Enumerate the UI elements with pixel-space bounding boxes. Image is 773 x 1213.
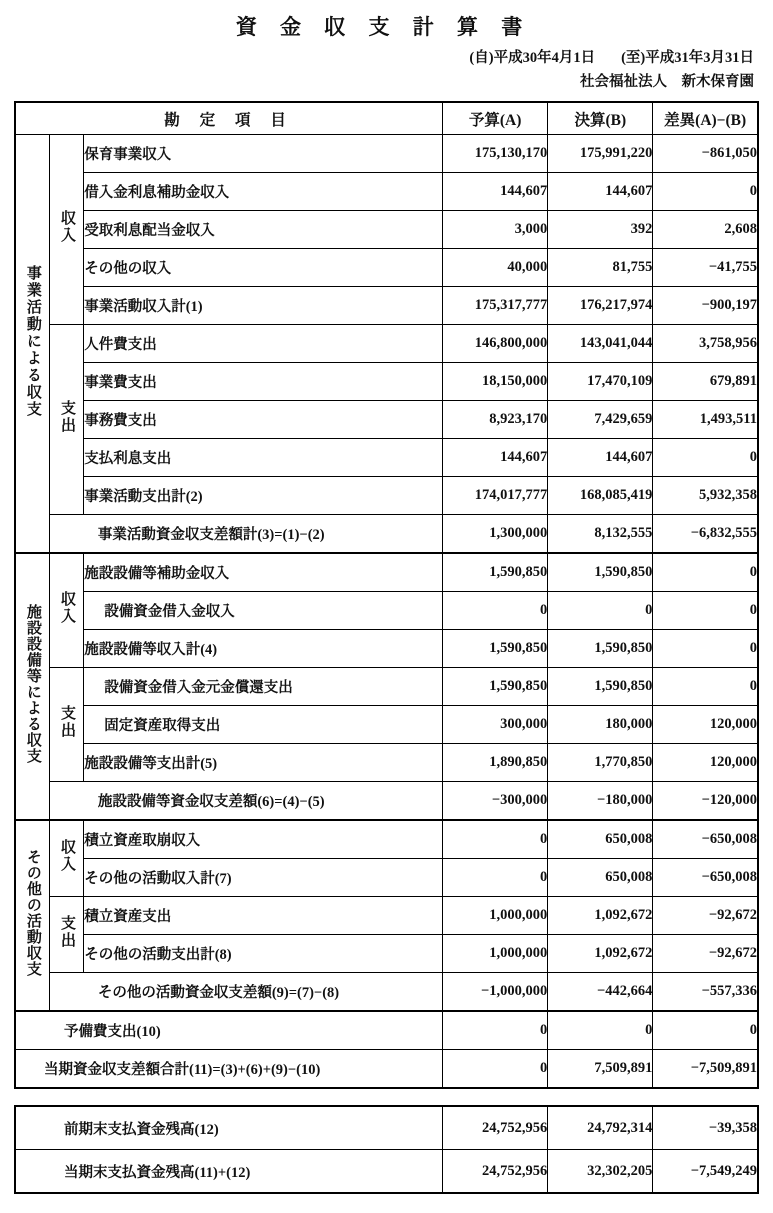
row-budget: 1,000,000 bbox=[443, 897, 548, 935]
grand-total-budget: 0 bbox=[443, 1050, 548, 1089]
subtotal-row bbox=[15, 782, 758, 821]
table-gap bbox=[0, 1089, 773, 1105]
balance-item: 当期末支払資金残高(11)+(12) bbox=[15, 1150, 443, 1194]
row-variance: 0 bbox=[653, 668, 758, 706]
group-label-1-income bbox=[49, 135, 83, 325]
row-budget: 1,590,850 bbox=[443, 630, 548, 668]
group-label-2-income-text: 収入 bbox=[59, 591, 76, 626]
section-label-1-text: 事業活動による収支 bbox=[24, 264, 41, 418]
row-variance: 5,932,358 bbox=[653, 477, 758, 515]
row-item: 積立資産支出 bbox=[84, 897, 443, 935]
group-label-2-expense bbox=[49, 668, 83, 782]
row-actual: 650,008 bbox=[548, 820, 653, 859]
balance-budget: 24,752,956 bbox=[443, 1106, 548, 1150]
group-label-2-income bbox=[49, 553, 83, 668]
table-row bbox=[15, 173, 758, 211]
subtotal-actual: −180,000 bbox=[548, 782, 653, 821]
row-variance: 120,000 bbox=[653, 706, 758, 744]
subtotal-actual: −442,664 bbox=[548, 973, 653, 1012]
row-budget: 0 bbox=[443, 592, 548, 630]
row-budget: 8,923,170 bbox=[443, 401, 548, 439]
group-label-1-expense-text: 支出 bbox=[59, 400, 76, 435]
row-actual: 392 bbox=[548, 211, 653, 249]
group-label-3-income-text: 収入 bbox=[59, 839, 76, 874]
table-row bbox=[15, 744, 758, 782]
row-variance: 120,000 bbox=[653, 744, 758, 782]
row-budget: 146,800,000 bbox=[443, 325, 548, 363]
subtotal-budget: −300,000 bbox=[443, 782, 548, 821]
row-item: 施設設備等収入計(4) bbox=[84, 630, 443, 668]
cash-flow-table bbox=[14, 101, 759, 1089]
organization-name: 社会福祉法人 新木保育園 bbox=[580, 73, 754, 90]
table-row bbox=[15, 287, 758, 325]
row-variance: −861,050 bbox=[653, 135, 758, 173]
row-item: 施設設備等補助金収入 bbox=[84, 553, 443, 592]
group-label-2-expense-text: 支出 bbox=[59, 705, 76, 740]
row-item: 事務費支出 bbox=[84, 401, 443, 439]
row-actual: 175,991,220 bbox=[548, 135, 653, 173]
row-budget: 300,000 bbox=[443, 706, 548, 744]
subtotal-budget: 1,300,000 bbox=[443, 515, 548, 554]
period-from: (自)平成30年4月1日 bbox=[469, 50, 596, 67]
row-budget: 0 bbox=[443, 859, 548, 897]
row-item: その他の活動収入計(7) bbox=[84, 859, 443, 897]
row-variance: −92,672 bbox=[653, 897, 758, 935]
table-row bbox=[15, 630, 758, 668]
row-actual: 1,590,850 bbox=[548, 668, 653, 706]
table-row bbox=[15, 935, 758, 973]
table-row bbox=[15, 820, 758, 859]
section-label-3 bbox=[15, 820, 49, 1011]
row-variance: −900,197 bbox=[653, 287, 758, 325]
section-label-2-text: 施設設備等による収支 bbox=[24, 604, 41, 765]
row-budget: 175,130,170 bbox=[443, 135, 548, 173]
grand-total-variance: −7,509,891 bbox=[653, 1050, 758, 1089]
table-row bbox=[15, 249, 758, 287]
row-item: 施設設備等支出計(5) bbox=[84, 744, 443, 782]
table-row bbox=[15, 592, 758, 630]
row-variance: 3,758,956 bbox=[653, 325, 758, 363]
table-row bbox=[15, 363, 758, 401]
section-label-1 bbox=[15, 135, 49, 554]
row-item: 事業活動収入計(1) bbox=[84, 287, 443, 325]
table-row bbox=[15, 325, 758, 363]
row-item: 保育事業収入 bbox=[84, 135, 443, 173]
subtotal-item: 施設設備等資金収支差額(6)=(4)−(5) bbox=[49, 782, 442, 821]
row-budget: 0 bbox=[443, 820, 548, 859]
fund-balance-table bbox=[14, 1105, 759, 1194]
row-item: 事業活動支出計(2) bbox=[84, 477, 443, 515]
row-actual: 1,092,672 bbox=[548, 935, 653, 973]
row-item: 設備資金借入金元金償還支出 bbox=[84, 668, 443, 706]
group-label-3-income bbox=[49, 820, 83, 897]
row-item: 借入金利息補助金収入 bbox=[84, 173, 443, 211]
row-budget: 1,590,850 bbox=[443, 668, 548, 706]
subtotal-item: 事業活動資金収支差額計(3)=(1)−(2) bbox=[49, 515, 442, 554]
subtotal-row bbox=[15, 973, 758, 1012]
period-line bbox=[0, 40, 773, 69]
row-actual: 176,217,974 bbox=[548, 287, 653, 325]
row-budget: 1,590,850 bbox=[443, 553, 548, 592]
row-budget: 1,890,850 bbox=[443, 744, 548, 782]
row-item: その他の活動支出計(8) bbox=[84, 935, 443, 973]
row-budget: 144,607 bbox=[443, 439, 548, 477]
subtotal-variance: −6,832,555 bbox=[653, 515, 758, 554]
table-row bbox=[15, 439, 758, 477]
table-row bbox=[15, 859, 758, 897]
header-item: 勘 定 項 目 bbox=[15, 102, 443, 135]
table-row bbox=[15, 897, 758, 935]
subtotal-variance: −557,336 bbox=[653, 973, 758, 1012]
row-item: 事業費支出 bbox=[84, 363, 443, 401]
table-row bbox=[15, 401, 758, 439]
subtotal-budget: −1,000,000 bbox=[443, 973, 548, 1012]
group-label-1-expense bbox=[49, 325, 83, 515]
row-variance: 0 bbox=[653, 439, 758, 477]
subtotal-variance: −120,000 bbox=[653, 782, 758, 821]
row-variance: 0 bbox=[653, 173, 758, 211]
section-label-3-text: その他の活動収支 bbox=[24, 849, 41, 978]
row-item: 人件費支出 bbox=[84, 325, 443, 363]
row-actual: 1,092,672 bbox=[548, 897, 653, 935]
row-budget: 174,017,777 bbox=[443, 477, 548, 515]
row-variance: −92,672 bbox=[653, 935, 758, 973]
subtotal-actual: 8,132,555 bbox=[548, 515, 653, 554]
table-row bbox=[15, 211, 758, 249]
row-variance: −650,008 bbox=[653, 859, 758, 897]
period-to: (至)平成31年3月31日 bbox=[621, 50, 754, 67]
balance-variance: −39,358 bbox=[653, 1106, 758, 1150]
header-variance: 差異(A)−(B) bbox=[653, 102, 758, 135]
row-item: その他の収入 bbox=[84, 249, 443, 287]
grand-total-actual: 7,509,891 bbox=[548, 1050, 653, 1089]
page-title: 資 金 収 支 計 算 書 bbox=[235, 15, 532, 39]
table-row bbox=[15, 135, 758, 173]
row-variance: 2,608 bbox=[653, 211, 758, 249]
header-actual: 決算(B) bbox=[548, 102, 653, 135]
reserve-expense-row bbox=[15, 1011, 758, 1050]
table-row bbox=[15, 706, 758, 744]
row-actual: 650,008 bbox=[548, 859, 653, 897]
row-actual: 7,429,659 bbox=[548, 401, 653, 439]
row-actual: 81,755 bbox=[548, 249, 653, 287]
row-actual: 168,085,419 bbox=[548, 477, 653, 515]
section-label-2 bbox=[15, 553, 49, 820]
table-row bbox=[15, 553, 758, 592]
row-actual: 144,607 bbox=[548, 439, 653, 477]
row-actual: 0 bbox=[548, 592, 653, 630]
group-label-3-expense bbox=[49, 897, 83, 973]
reserve-variance: 0 bbox=[653, 1011, 758, 1050]
grand-total-row bbox=[15, 1050, 758, 1089]
group-label-3-expense-text: 支出 bbox=[59, 915, 76, 950]
row-actual: 143,041,044 bbox=[548, 325, 653, 363]
row-item: 受取利息配当金収入 bbox=[84, 211, 443, 249]
row-budget: 3,000 bbox=[443, 211, 548, 249]
row-budget: 40,000 bbox=[443, 249, 548, 287]
row-item: 積立資産取崩収入 bbox=[84, 820, 443, 859]
balance-actual: 32,302,205 bbox=[548, 1150, 653, 1194]
subtotal-row bbox=[15, 515, 758, 554]
row-variance: 1,493,511 bbox=[653, 401, 758, 439]
row-variance: 0 bbox=[653, 592, 758, 630]
table-row bbox=[15, 1150, 758, 1194]
subtotal-item: その他の活動資金収支差額(9)=(7)−(8) bbox=[49, 973, 442, 1012]
balance-budget: 24,752,956 bbox=[443, 1150, 548, 1194]
row-budget: 18,150,000 bbox=[443, 363, 548, 401]
reserve-budget: 0 bbox=[443, 1011, 548, 1050]
row-budget: 144,607 bbox=[443, 173, 548, 211]
table-row bbox=[15, 668, 758, 706]
table-row bbox=[15, 477, 758, 515]
row-actual: 1,590,850 bbox=[548, 630, 653, 668]
row-variance: −650,008 bbox=[653, 820, 758, 859]
row-actual: 1,590,850 bbox=[548, 553, 653, 592]
row-actual: 144,607 bbox=[548, 173, 653, 211]
row-actual: 17,470,109 bbox=[548, 363, 653, 401]
row-budget: 175,317,777 bbox=[443, 287, 548, 325]
table-row bbox=[15, 1106, 758, 1150]
row-variance: 0 bbox=[653, 630, 758, 668]
header-budget: 予算(A) bbox=[443, 102, 548, 135]
row-actual: 180,000 bbox=[548, 706, 653, 744]
grand-total-item: 当期資金収支差額合計(11)=(3)+(6)+(9)−(10) bbox=[15, 1050, 443, 1089]
balance-variance: −7,549,249 bbox=[653, 1150, 758, 1194]
row-budget: 1,000,000 bbox=[443, 935, 548, 973]
row-item: 固定資産取得支出 bbox=[84, 706, 443, 744]
group-label-1-income-text: 収入 bbox=[59, 210, 76, 245]
row-item: 支払利息支出 bbox=[84, 439, 443, 477]
row-variance: 0 bbox=[653, 553, 758, 592]
row-actual: 1,770,850 bbox=[548, 744, 653, 782]
row-variance: 679,891 bbox=[653, 363, 758, 401]
reserve-actual: 0 bbox=[548, 1011, 653, 1050]
balance-actual: 24,792,314 bbox=[548, 1106, 653, 1150]
balance-item: 前期末支払資金残高(12) bbox=[15, 1106, 443, 1150]
table-header-row bbox=[15, 102, 758, 135]
row-item: 設備資金借入金収入 bbox=[84, 592, 443, 630]
row-variance: −41,755 bbox=[653, 249, 758, 287]
reserve-item: 予備費支出(10) bbox=[15, 1011, 443, 1050]
